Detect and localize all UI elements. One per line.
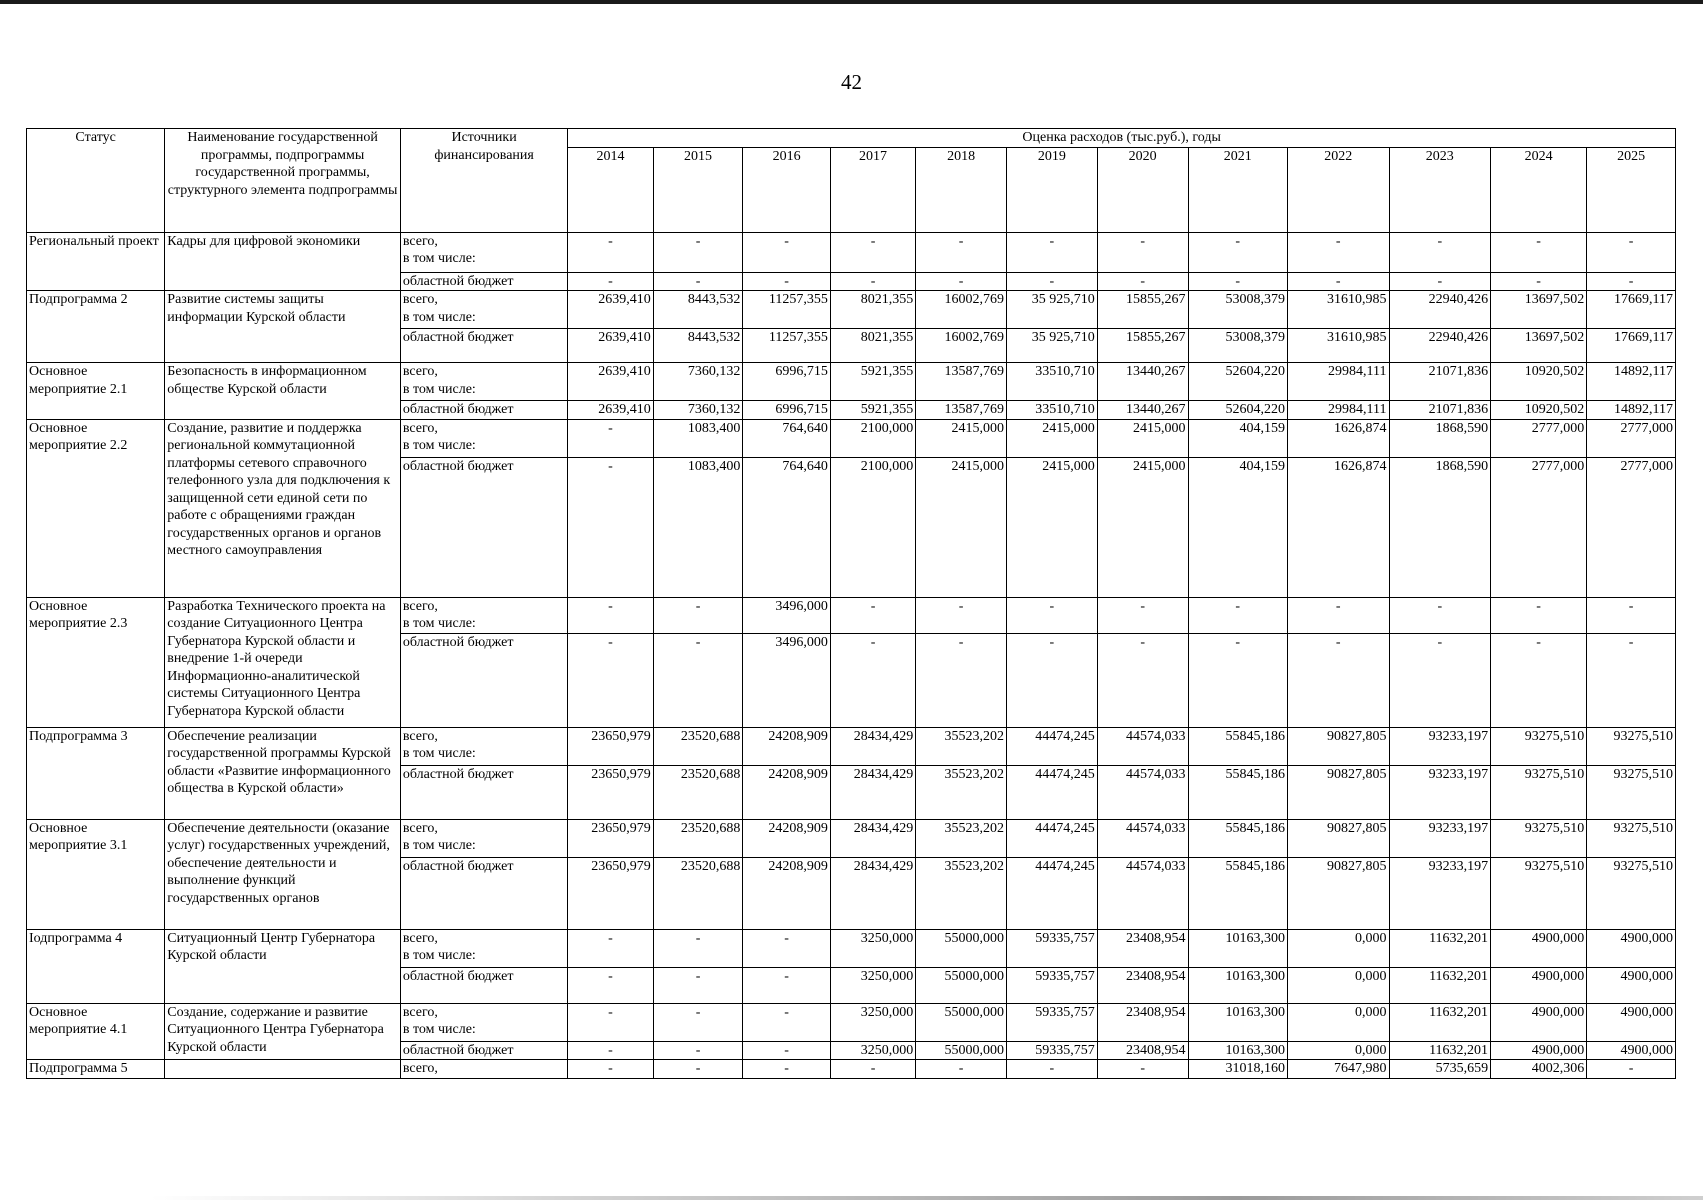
value-cell-2023: 11632,201	[1389, 967, 1491, 1003]
value-cell-2023: 11632,201	[1389, 1041, 1491, 1060]
value-cell-2023: -	[1389, 272, 1491, 291]
value-cell-2020: 23408,954	[1097, 1003, 1188, 1041]
value-cell-2015: -	[653, 929, 743, 967]
program-name-cell: Ситуационный Центр Губернатора Курской области	[165, 929, 401, 1003]
value-cell-2021: 10163,300	[1188, 967, 1287, 1003]
value-cell-2022: 31610,985	[1287, 291, 1389, 329]
status-cell: Основное мероприятие 2.1	[27, 363, 165, 420]
status-cell: Основное мероприятие 4.1	[27, 1003, 165, 1060]
value-cell-2021: 55845,186	[1188, 819, 1287, 857]
value-cell-2025: -	[1587, 597, 1676, 633]
value-cell-2022: 31610,985	[1287, 329, 1389, 363]
value-cell-2021: -	[1188, 633, 1287, 727]
value-cell-2020: 13440,267	[1097, 363, 1188, 401]
value-cell-2022: -	[1287, 633, 1389, 727]
value-cell-2016: -	[743, 232, 831, 272]
table-header	[27, 129, 1676, 233]
value-cell-2022: 0,000	[1287, 967, 1389, 1003]
value-cell-2025: 93275,510	[1587, 857, 1676, 929]
header-year: 2019	[1007, 147, 1098, 232]
value-cell-2014: -	[568, 232, 653, 272]
value-cell-2015: 8443,532	[653, 291, 743, 329]
value-cell-2016: -	[743, 967, 831, 1003]
value-cell-2018: 2415,000	[916, 457, 1007, 597]
status-cell: Основное мероприятие 2.2	[27, 419, 165, 597]
table-row	[27, 363, 1676, 401]
value-cell-2022: 7647,980	[1287, 1060, 1389, 1079]
page-number: 42	[841, 70, 862, 94]
value-cell-2024: -	[1491, 272, 1587, 291]
program-name-cell	[165, 1060, 401, 1079]
value-cell-2023: 22940,426	[1389, 329, 1491, 363]
value-cell-2019: 33510,710	[1007, 363, 1098, 401]
value-cell-2015: 1083,400	[653, 419, 743, 457]
value-cell-2025: 4900,000	[1587, 929, 1676, 967]
value-cell-2023: 11632,201	[1389, 929, 1491, 967]
value-cell-2015: 23520,688	[653, 765, 743, 819]
value-cell-2022: 29984,111	[1287, 401, 1389, 420]
table-row	[27, 419, 1676, 457]
value-cell-2017: 5921,355	[830, 401, 915, 420]
value-cell-2014: -	[568, 272, 653, 291]
funding-source-cell: всего, в том числе:	[400, 419, 567, 457]
value-cell-2018: -	[916, 232, 1007, 272]
value-cell-2022: -	[1287, 232, 1389, 272]
value-cell-2015: -	[653, 232, 743, 272]
value-cell-2014: 2639,410	[568, 329, 653, 363]
value-cell-2023: 93233,197	[1389, 819, 1491, 857]
value-cell-2018: 35523,202	[916, 727, 1007, 765]
funding-source-cell: всего, в том числе:	[400, 727, 567, 765]
value-cell-2023: -	[1389, 232, 1491, 272]
value-cell-2019: -	[1007, 1060, 1098, 1079]
value-cell-2015: -	[653, 272, 743, 291]
header-year: 2022	[1287, 147, 1389, 232]
value-cell-2019: 44474,245	[1007, 765, 1098, 819]
value-cell-2020: 15855,267	[1097, 329, 1188, 363]
value-cell-2014: 23650,979	[568, 819, 653, 857]
value-cell-2020: 44574,033	[1097, 819, 1188, 857]
header-year: 2014	[568, 147, 653, 232]
table-body	[27, 232, 1676, 1078]
value-cell-2021: 53008,379	[1188, 291, 1287, 329]
value-cell-2019: -	[1007, 232, 1098, 272]
value-cell-2021: 52604,220	[1188, 363, 1287, 401]
value-cell-2020: 44574,033	[1097, 727, 1188, 765]
program-name-cell: Создание, развитие и поддержка региональной коммутационной платформы сетевого справочного телефонного узла для подключения к защищенной сети единой сети по работе с обращениями граждан государственных органов и органов местного самоуправления	[165, 419, 401, 597]
value-cell-2015: 7360,132	[653, 401, 743, 420]
value-cell-2025: -	[1587, 232, 1676, 272]
value-cell-2018: -	[916, 597, 1007, 633]
value-cell-2017: -	[830, 232, 915, 272]
value-cell-2018: 55000,000	[916, 967, 1007, 1003]
value-cell-2020: -	[1097, 633, 1188, 727]
value-cell-2016: -	[743, 1060, 831, 1079]
funding-source-cell: областной бюджет	[400, 765, 567, 819]
header-year: 2016	[743, 147, 831, 232]
value-cell-2016: 3496,000	[743, 633, 831, 727]
value-cell-2023: 21071,836	[1389, 401, 1491, 420]
value-cell-2017: 28434,429	[830, 727, 915, 765]
value-cell-2025: 17669,117	[1587, 291, 1676, 329]
value-cell-2018: 35523,202	[916, 857, 1007, 929]
value-cell-2015: -	[653, 1060, 743, 1079]
value-cell-2020: -	[1097, 272, 1188, 291]
program-name-cell: Обеспечение реализации государственной программы Курской области «Развитие информационного общества в Курской области»	[165, 727, 401, 819]
value-cell-2024: 4002,306	[1491, 1060, 1587, 1079]
value-cell-2021: 52604,220	[1188, 401, 1287, 420]
value-cell-2020: 2415,000	[1097, 419, 1188, 457]
value-cell-2021: 53008,379	[1188, 329, 1287, 363]
header-year: 2025	[1587, 147, 1676, 232]
value-cell-2015: -	[653, 633, 743, 727]
value-cell-2024: 93275,510	[1491, 819, 1587, 857]
status-cell: Подпрограмма 2	[27, 291, 165, 363]
value-cell-2017: 28434,429	[830, 765, 915, 819]
value-cell-2016: -	[743, 1003, 831, 1041]
funding-source-cell: всего, в том числе:	[400, 232, 567, 272]
header-year: 2018	[916, 147, 1007, 232]
value-cell-2021: 10163,300	[1188, 1003, 1287, 1041]
value-cell-2022: 90827,805	[1287, 819, 1389, 857]
value-cell-2024: 2777,000	[1491, 419, 1587, 457]
value-cell-2014: -	[568, 457, 653, 597]
value-cell-2019: 35 925,710	[1007, 291, 1098, 329]
header-year: 2020	[1097, 147, 1188, 232]
value-cell-2014: -	[568, 1003, 653, 1041]
value-cell-2015: 23520,688	[653, 857, 743, 929]
value-cell-2017: 3250,000	[830, 967, 915, 1003]
value-cell-2025: 2777,000	[1587, 457, 1676, 597]
value-cell-2019: 44474,245	[1007, 727, 1098, 765]
value-cell-2019: -	[1007, 597, 1098, 633]
value-cell-2019: 59335,757	[1007, 967, 1098, 1003]
value-cell-2024: 4900,000	[1491, 967, 1587, 1003]
value-cell-2025: 2777,000	[1587, 419, 1676, 457]
value-cell-2025: 93275,510	[1587, 765, 1676, 819]
value-cell-2019: 2415,000	[1007, 419, 1098, 457]
value-cell-2025: -	[1587, 272, 1676, 291]
scan-edge-bottom	[150, 1196, 1703, 1200]
value-cell-2025: 14892,117	[1587, 401, 1676, 420]
value-cell-2021: 55845,186	[1188, 857, 1287, 929]
funding-source-cell: областной бюджет	[400, 457, 567, 597]
value-cell-2018: 55000,000	[916, 1003, 1007, 1041]
value-cell-2018: 13587,769	[916, 363, 1007, 401]
value-cell-2022: 0,000	[1287, 1003, 1389, 1041]
value-cell-2019: 33510,710	[1007, 401, 1098, 420]
value-cell-2021: 404,159	[1188, 457, 1287, 597]
value-cell-2017: -	[830, 597, 915, 633]
value-cell-2015: -	[653, 597, 743, 633]
value-cell-2017: 28434,429	[830, 857, 915, 929]
value-cell-2018: -	[916, 1060, 1007, 1079]
value-cell-2016: 6996,715	[743, 401, 831, 420]
value-cell-2021: 10163,300	[1188, 929, 1287, 967]
value-cell-2020: 2415,000	[1097, 457, 1188, 597]
value-cell-2021: -	[1188, 232, 1287, 272]
value-cell-2021: 31018,160	[1188, 1060, 1287, 1079]
value-cell-2023: 21071,836	[1389, 363, 1491, 401]
value-cell-2020: 23408,954	[1097, 967, 1188, 1003]
value-cell-2020: 23408,954	[1097, 929, 1188, 967]
value-cell-2024: -	[1491, 597, 1587, 633]
program-name-cell: Развитие системы защиты информации Курской области	[165, 291, 401, 363]
header-name: Наименование государственной программы, подпрограммы государственной программы, структурного элемента подпрограммы	[165, 129, 401, 233]
value-cell-2014: -	[568, 929, 653, 967]
value-cell-2018: -	[916, 272, 1007, 291]
value-cell-2020: -	[1097, 597, 1188, 633]
table-row	[27, 929, 1676, 967]
value-cell-2016: 11257,355	[743, 291, 831, 329]
value-cell-2024: -	[1491, 232, 1587, 272]
value-cell-2024: 10920,502	[1491, 401, 1587, 420]
value-cell-2020: 13440,267	[1097, 401, 1188, 420]
value-cell-2024: 13697,502	[1491, 291, 1587, 329]
value-cell-2019: 59335,757	[1007, 929, 1098, 967]
value-cell-2019: 44474,245	[1007, 819, 1098, 857]
value-cell-2016: -	[743, 272, 831, 291]
value-cell-2023: 93233,197	[1389, 857, 1491, 929]
funding-source-cell: всего, в том числе:	[400, 929, 567, 967]
value-cell-2023: -	[1389, 633, 1491, 727]
value-cell-2017: 5921,355	[830, 363, 915, 401]
value-cell-2020: 44574,033	[1097, 765, 1188, 819]
value-cell-2023: 5735,659	[1389, 1060, 1491, 1079]
value-cell-2014: 23650,979	[568, 727, 653, 765]
value-cell-2024: 10920,502	[1491, 363, 1587, 401]
value-cell-2021: 10163,300	[1188, 1041, 1287, 1060]
value-cell-2025: 4900,000	[1587, 967, 1676, 1003]
program-name-cell: Кадры для цифровой экономики	[165, 232, 401, 291]
header-estimate: Оценка расходов (тыс.руб.), годы	[568, 129, 1676, 148]
value-cell-2015: 8443,532	[653, 329, 743, 363]
expenditure-table	[26, 128, 1676, 1079]
value-cell-2015: -	[653, 1003, 743, 1041]
value-cell-2017: -	[830, 633, 915, 727]
value-cell-2022: 90827,805	[1287, 765, 1389, 819]
value-cell-2022: -	[1287, 272, 1389, 291]
value-cell-2020: 23408,954	[1097, 1041, 1188, 1060]
value-cell-2017: 8021,355	[830, 291, 915, 329]
value-cell-2025: -	[1587, 1060, 1676, 1079]
value-cell-2022: -	[1287, 597, 1389, 633]
value-cell-2016: 24208,909	[743, 857, 831, 929]
value-cell-2023: 93233,197	[1389, 765, 1491, 819]
value-cell-2024: 2777,000	[1491, 457, 1587, 597]
value-cell-2024: 93275,510	[1491, 857, 1587, 929]
table-row	[27, 1060, 1676, 1079]
value-cell-2017: 3250,000	[830, 1003, 915, 1041]
value-cell-2019: -	[1007, 272, 1098, 291]
value-cell-2024: -	[1491, 633, 1587, 727]
value-cell-2014: 23650,979	[568, 765, 653, 819]
header-source: Источники финансирования	[400, 129, 567, 233]
value-cell-2021: -	[1188, 597, 1287, 633]
value-cell-2019: 44474,245	[1007, 857, 1098, 929]
program-name-cell: Обеспечение деятельности (оказание услуг) государственных учреждений, обеспечение деятельности и выполнение функций государственных органов	[165, 819, 401, 929]
funding-source-cell: всего,	[400, 1060, 567, 1079]
funding-source-cell: областной бюджет	[400, 1041, 567, 1060]
value-cell-2023: 93233,197	[1389, 727, 1491, 765]
table-row	[27, 291, 1676, 329]
value-cell-2016: 6996,715	[743, 363, 831, 401]
value-cell-2015: 23520,688	[653, 727, 743, 765]
value-cell-2022: 0,000	[1287, 929, 1389, 967]
funding-source-cell: областной бюджет	[400, 857, 567, 929]
value-cell-2024: 13697,502	[1491, 329, 1587, 363]
value-cell-2014: -	[568, 1060, 653, 1079]
value-cell-2014: -	[568, 597, 653, 633]
value-cell-2024: 93275,510	[1491, 765, 1587, 819]
value-cell-2023: 11632,201	[1389, 1003, 1491, 1041]
value-cell-2021: 55845,186	[1188, 727, 1287, 765]
funding-source-cell: всего, в том числе:	[400, 819, 567, 857]
funding-source-cell: всего, в том числе:	[400, 291, 567, 329]
value-cell-2019: 35 925,710	[1007, 329, 1098, 363]
value-cell-2016: 764,640	[743, 419, 831, 457]
value-cell-2020: -	[1097, 232, 1188, 272]
funding-source-cell: всего, в том числе:	[400, 363, 567, 401]
value-cell-2022: 90827,805	[1287, 857, 1389, 929]
value-cell-2016: 24208,909	[743, 727, 831, 765]
value-cell-2024: 4900,000	[1491, 1041, 1587, 1060]
value-cell-2015: -	[653, 1041, 743, 1060]
value-cell-2018: 13587,769	[916, 401, 1007, 420]
value-cell-2024: 4900,000	[1491, 929, 1587, 967]
value-cell-2018: 35523,202	[916, 819, 1007, 857]
value-cell-2019: 59335,757	[1007, 1003, 1098, 1041]
program-name-cell: Безопасность в информационном обществе Курской области	[165, 363, 401, 420]
value-cell-2016: 3496,000	[743, 597, 831, 633]
funding-source-cell: всего, в том числе:	[400, 1003, 567, 1041]
value-cell-2019: 2415,000	[1007, 457, 1098, 597]
program-name-cell: Создание, содержание и развитие Ситуационного Центра Губернатора Курской области	[165, 1003, 401, 1060]
value-cell-2023: 1868,590	[1389, 457, 1491, 597]
table-row	[27, 1003, 1676, 1041]
value-cell-2018: 16002,769	[916, 291, 1007, 329]
value-cell-2017: 2100,000	[830, 457, 915, 597]
value-cell-2016: 24208,909	[743, 765, 831, 819]
value-cell-2017: 2100,000	[830, 419, 915, 457]
value-cell-2022: 29984,111	[1287, 363, 1389, 401]
status-cell: Подпрограмма 3	[27, 727, 165, 819]
value-cell-2015: 7360,132	[653, 363, 743, 401]
value-cell-2020: 44574,033	[1097, 857, 1188, 929]
value-cell-2018: 35523,202	[916, 765, 1007, 819]
value-cell-2016: -	[743, 929, 831, 967]
funding-source-cell: всего, в том числе:	[400, 597, 567, 633]
header-year: 2024	[1491, 147, 1587, 232]
value-cell-2025: -	[1587, 633, 1676, 727]
header-year: 2023	[1389, 147, 1491, 232]
value-cell-2025: 93275,510	[1587, 819, 1676, 857]
value-cell-2022: 1626,874	[1287, 419, 1389, 457]
value-cell-2017: 8021,355	[830, 329, 915, 363]
value-cell-2021: 404,159	[1188, 419, 1287, 457]
value-cell-2023: -	[1389, 597, 1491, 633]
program-name-cell: Разработка Технического проекта на создание Ситуационного Центра Губернатора Курской области и внедрение 1-й очереди Информационно-аналитической системы Ситуационного Центра Губернатора Курской области	[165, 597, 401, 727]
value-cell-2017: 3250,000	[830, 929, 915, 967]
value-cell-2014: 2639,410	[568, 363, 653, 401]
value-cell-2014: 2639,410	[568, 291, 653, 329]
value-cell-2014: -	[568, 1041, 653, 1060]
value-cell-2022: 1626,874	[1287, 457, 1389, 597]
value-cell-2025: 17669,117	[1587, 329, 1676, 363]
header-year: 2021	[1188, 147, 1287, 232]
header-year: 2017	[830, 147, 915, 232]
value-cell-2018: 2415,000	[916, 419, 1007, 457]
status-cell: Основное мероприятие 2.3	[27, 597, 165, 727]
funding-source-cell: областной бюджет	[400, 401, 567, 420]
value-cell-2017: 3250,000	[830, 1041, 915, 1060]
status-cell: Региональный проект	[27, 232, 165, 291]
funding-source-cell: областной бюджет	[400, 272, 567, 291]
funding-source-cell: областной бюджет	[400, 329, 567, 363]
value-cell-2016: 764,640	[743, 457, 831, 597]
value-cell-2025: 4900,000	[1587, 1041, 1676, 1060]
value-cell-2021: 55845,186	[1188, 765, 1287, 819]
value-cell-2017: -	[830, 272, 915, 291]
value-cell-2024: 4900,000	[1491, 1003, 1587, 1041]
value-cell-2014: -	[568, 419, 653, 457]
table-row	[27, 727, 1676, 765]
value-cell-2022: 90827,805	[1287, 727, 1389, 765]
funding-source-cell: областной бюджет	[400, 633, 567, 727]
value-cell-2016: -	[743, 1041, 831, 1060]
value-cell-2018: -	[916, 633, 1007, 727]
header-status: Статус	[27, 129, 165, 233]
header-year: 2015	[653, 147, 743, 232]
value-cell-2025: 93275,510	[1587, 727, 1676, 765]
value-cell-2017: 28434,429	[830, 819, 915, 857]
table-row	[27, 232, 1676, 272]
value-cell-2022: 0,000	[1287, 1041, 1389, 1060]
value-cell-2021: -	[1188, 272, 1287, 291]
value-cell-2023: 1868,590	[1389, 419, 1491, 457]
value-cell-2018: 55000,000	[916, 1041, 1007, 1060]
table-row	[27, 819, 1676, 857]
value-cell-2020: 15855,267	[1097, 291, 1188, 329]
value-cell-2016: 24208,909	[743, 819, 831, 857]
status-cell: Подпрограмма 5	[27, 1060, 165, 1079]
scan-edge-top	[0, 0, 1703, 4]
value-cell-2025: 14892,117	[1587, 363, 1676, 401]
value-cell-2015: 1083,400	[653, 457, 743, 597]
value-cell-2014: -	[568, 633, 653, 727]
status-cell: Основное мероприятие 3.1	[27, 819, 165, 929]
value-cell-2015: 23520,688	[653, 819, 743, 857]
value-cell-2024: 93275,510	[1491, 727, 1587, 765]
funding-source-cell: областной бюджет	[400, 967, 567, 1003]
table-row	[27, 597, 1676, 633]
value-cell-2018: 16002,769	[916, 329, 1007, 363]
value-cell-2014: -	[568, 967, 653, 1003]
value-cell-2019: 59335,757	[1007, 1041, 1098, 1060]
status-cell: Іодпрограмма 4	[27, 929, 165, 1003]
value-cell-2018: 55000,000	[916, 929, 1007, 967]
value-cell-2019: -	[1007, 633, 1098, 727]
value-cell-2017: -	[830, 1060, 915, 1079]
value-cell-2025: 4900,000	[1587, 1003, 1676, 1041]
value-cell-2014: 2639,410	[568, 401, 653, 420]
value-cell-2014: 23650,979	[568, 857, 653, 929]
value-cell-2015: -	[653, 967, 743, 1003]
value-cell-2023: 22940,426	[1389, 291, 1491, 329]
value-cell-2016: 11257,355	[743, 329, 831, 363]
value-cell-2020: -	[1097, 1060, 1188, 1079]
